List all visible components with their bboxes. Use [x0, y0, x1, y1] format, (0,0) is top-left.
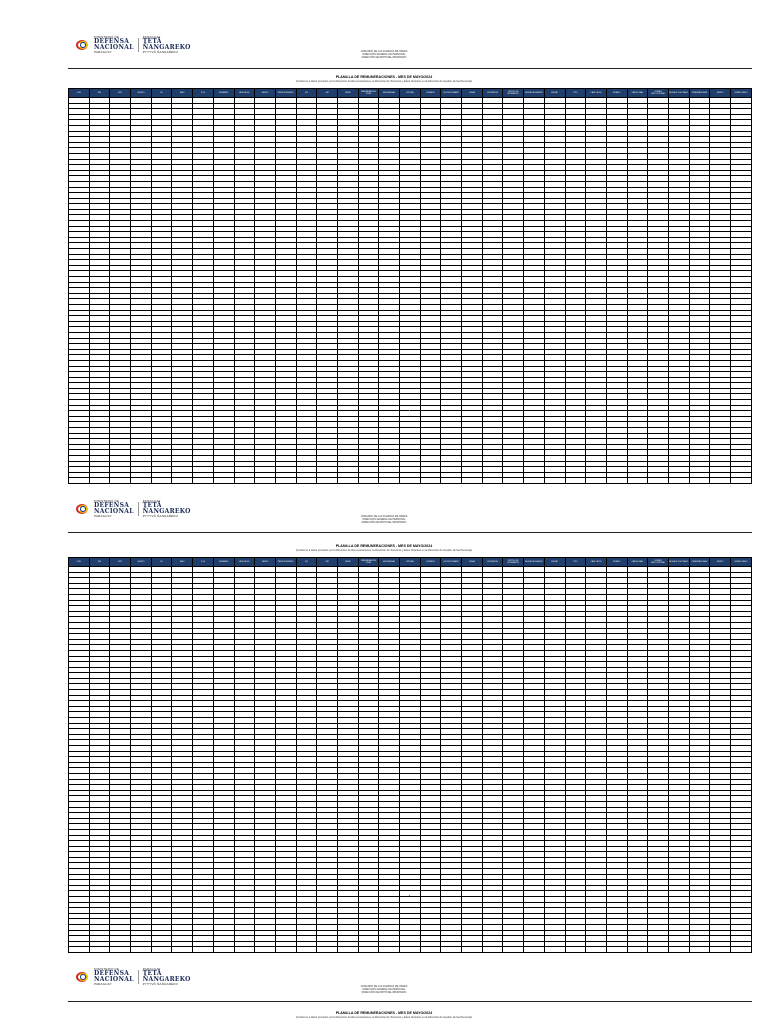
column-header: NOMBRES	[213, 558, 234, 567]
table-cell	[627, 947, 648, 953]
column-header: MONTO	[710, 89, 731, 98]
logo-line-1: DEFENSA	[94, 502, 130, 509]
column-header: REMUNERACION TOTAL	[358, 89, 379, 98]
table-cell	[151, 478, 172, 484]
logo-small-top: MINISTERIO DE	[94, 967, 120, 971]
logo-right-small: PARAGUAY	[142, 499, 161, 503]
table-cell	[317, 478, 338, 484]
logo-small-top: MINISTERIO DE	[94, 35, 120, 39]
table-cell	[69, 478, 90, 484]
table-cell	[172, 478, 193, 484]
table-cell	[441, 947, 462, 953]
logo-right-line-1: TETÃ	[142, 970, 162, 977]
column-header: PRESUPUESTADO	[275, 558, 296, 567]
institution-block	[0, 50, 768, 59]
table-cell	[586, 947, 607, 953]
table-cell	[358, 478, 379, 484]
logo-right-line-2: ÑANGAREKO	[142, 976, 191, 983]
column-header: C.I.N	[193, 89, 214, 98]
table-cell	[731, 947, 752, 953]
column-header: MOTIVO DE MOVIMIENTO	[503, 558, 524, 567]
table-cell	[172, 947, 193, 953]
column-header: MONTO	[710, 558, 731, 567]
page-marker	[409, 895, 410, 896]
logo-right-sub: PYTYVÕ ÑANGAREKO	[142, 982, 179, 986]
table-cell	[648, 478, 669, 484]
table-cell	[710, 947, 731, 953]
column-header: ORG	[69, 558, 90, 567]
column-header: OFICINA	[400, 558, 421, 567]
table-cell	[420, 478, 441, 484]
column-header: DISCAP.	[544, 558, 565, 567]
table-cell	[482, 947, 503, 953]
column-header: FECHA DE INGRESO	[524, 558, 545, 567]
institution-line: DIRECCIÓN GENERAL DE PERSONAL	[362, 518, 406, 521]
institution-line: DIRECCIÓN DE RRHH DEL MINISTERIO	[361, 56, 407, 59]
table-cell	[151, 947, 172, 953]
table-cell	[255, 947, 276, 953]
logo-small-top: MINISTERIO DE	[94, 499, 120, 503]
column-header: ESTADO PAGO	[731, 89, 752, 98]
logo-right-sub: PYTYVÕ ÑANGAREKO	[142, 50, 179, 54]
institution-line: COMANDO DE LAS FUERZAS MILITARES	[360, 515, 408, 518]
column-header: PERM	[337, 558, 358, 567]
table-cell	[234, 478, 255, 484]
logo-right-small: PARAGUAY	[142, 35, 161, 39]
table-cell	[255, 478, 276, 484]
column-header: C.I.N	[193, 558, 214, 567]
institution-line: DIRECCIÓN GENERAL DE PERSONAL	[362, 53, 406, 56]
column-header: OBJETO	[131, 89, 152, 98]
institution-line: DIRECCIÓN DE RRHH DEL MINISTERIO	[361, 521, 407, 524]
column-header: MOTIVO DE MOVIMIENTO	[503, 89, 524, 98]
table-cell	[524, 478, 545, 484]
logo-divider	[138, 502, 139, 516]
column-header: FF	[151, 558, 172, 567]
column-header: CAT	[317, 89, 338, 98]
table-cell	[234, 947, 255, 953]
table-cell	[110, 947, 131, 953]
column-header: FECHA DE INGRESO	[524, 89, 545, 98]
column-header: TIPO	[565, 89, 586, 98]
column-header: PLAZA	[462, 89, 483, 98]
table-row	[69, 478, 752, 484]
table-cell	[503, 947, 524, 953]
column-header: ES FUNCIONARIO	[441, 89, 462, 98]
column-header: ANIO	[172, 558, 193, 567]
table-cell	[668, 478, 689, 484]
table-cell	[379, 478, 400, 484]
column-header: PLAZA	[462, 558, 483, 567]
column-header: NIV	[89, 89, 110, 98]
institution-block	[0, 515, 768, 524]
logo-line-2: NACIONAL	[94, 976, 134, 983]
report-title: PLANILLA DE REMUNERACIONES - MES DE MAYO/2024	[335, 544, 433, 548]
table-cell	[462, 947, 483, 953]
table-cell	[606, 947, 627, 953]
table-cell	[544, 947, 565, 953]
column-header: ESTADO	[606, 89, 627, 98]
column-header: CANT. HIJOS	[586, 89, 607, 98]
table-cell	[627, 478, 648, 484]
table-header-row	[69, 558, 752, 567]
logo-right-line-2: ÑANGAREKO	[142, 508, 191, 515]
logo-right-line-1: TETÃ	[142, 502, 162, 509]
table-cell	[441, 478, 462, 484]
table-cell	[337, 478, 358, 484]
header-rule	[68, 68, 752, 69]
column-header: DIV	[296, 558, 317, 567]
column-header: ORG	[69, 89, 90, 98]
column-header: REMUNERACION TOTAL	[358, 558, 379, 567]
logo-line-2: NACIONAL	[94, 508, 134, 515]
ministry-seal-icon	[76, 503, 90, 515]
column-header: ANTIGÜEDAD	[379, 89, 400, 98]
column-header: ENT	[110, 89, 131, 98]
table-cell	[89, 478, 110, 484]
logo-country: PARAGUAY	[94, 514, 112, 518]
table-cell	[400, 947, 421, 953]
table-cell	[131, 478, 152, 484]
column-header: APELLIDOS	[234, 89, 255, 98]
table-cell	[213, 478, 234, 484]
report-subtitle: (Conforme a datos provistos por la Dirección de Remuneraciones, la Dirección de Tesorería y datos obrantes en la Dirección de Gestión de las Personas)	[295, 1016, 473, 1019]
column-header: TIPO	[565, 558, 586, 567]
table-header-row	[69, 89, 752, 98]
table-cell	[565, 478, 586, 484]
logo-country: PARAGUAY	[94, 982, 112, 986]
table-row	[69, 947, 752, 953]
ministry-logo	[76, 968, 191, 986]
table-cell	[275, 947, 296, 953]
column-header: PERM	[337, 89, 358, 98]
table-cell	[89, 947, 110, 953]
table-cell	[358, 947, 379, 953]
table-cell	[731, 478, 752, 484]
table-cell	[296, 478, 317, 484]
logo-right-sub: PYTYVÕ ÑANGAREKO	[142, 514, 179, 518]
table-cell	[69, 947, 90, 953]
table-cell	[193, 947, 214, 953]
table-cell	[668, 947, 689, 953]
column-header: HORARIO	[420, 89, 441, 98]
table-cell	[193, 478, 214, 484]
table-cell	[420, 947, 441, 953]
table-cell	[131, 947, 152, 953]
column-header: CORREO INSTITUCIONAL	[648, 558, 669, 567]
logo-line-2: NACIONAL	[94, 44, 134, 51]
report-title: PLANILLA DE REMUNERACIONES - MES DE MAYO/2024	[335, 75, 433, 79]
institution-line: COMANDO DE LAS FUERZAS MILITARES	[360, 985, 408, 988]
column-header: ANIO	[172, 89, 193, 98]
column-header: CORREO INSTITUCIONAL	[648, 89, 669, 98]
column-header: NOMBRES	[213, 89, 234, 98]
column-header: CARGO	[255, 558, 276, 567]
logo-right-small: PARAGUAY	[142, 967, 161, 971]
table-cell	[379, 947, 400, 953]
table-cell	[110, 478, 131, 484]
logo-right-line-1: TETÃ	[142, 38, 162, 45]
column-header: OBSERVACIONES	[689, 89, 710, 98]
header-rule	[68, 532, 752, 533]
column-header: PROFESION	[482, 89, 503, 98]
column-header: NIV	[89, 558, 110, 567]
table-cell	[565, 947, 586, 953]
payroll-table	[68, 557, 752, 953]
column-header: FF	[151, 89, 172, 98]
table-cell	[586, 478, 607, 484]
report-subtitle: (Conforme a datos provistos por la Dirección de Remuneraciones, la Dirección de Tesorería y datos obrantes en la Dirección de Gestión de las Personas)	[295, 80, 473, 83]
table-cell	[482, 478, 503, 484]
table-cell	[317, 947, 338, 953]
logo-divider	[138, 970, 139, 984]
table-cell	[275, 478, 296, 484]
header-rule	[68, 1001, 752, 1002]
table-cell	[606, 478, 627, 484]
table-cell	[503, 478, 524, 484]
column-header: ENT	[110, 558, 131, 567]
column-header: DIV	[296, 89, 317, 98]
column-header: ES FUNCIONARIO	[441, 558, 462, 567]
table-cell	[544, 478, 565, 484]
column-header: CARGO REAL	[627, 558, 648, 567]
column-header: CAT	[317, 558, 338, 567]
column-header: FECHA ULT. ACTUALIZ.	[668, 89, 689, 98]
page-marker	[409, 410, 410, 411]
column-header: ANTIGÜEDAD	[379, 558, 400, 567]
column-header: CANT. HIJOS	[586, 558, 607, 567]
report-title: PLANILLA DE REMUNERACIONES - MES DE MAYO/2024	[335, 1011, 433, 1015]
table-cell	[710, 478, 731, 484]
column-header: PRESUPUESTADO	[275, 89, 296, 98]
column-header: FECHA ULT. ACTUALIZ.	[668, 558, 689, 567]
logo-line-1: DEFENSA	[94, 970, 130, 977]
column-header: ESTADO	[606, 558, 627, 567]
logo-line-1: DEFENSA	[94, 38, 130, 45]
column-header: APELLIDOS	[234, 558, 255, 567]
column-header: CARGO REAL	[627, 89, 648, 98]
column-header: OBSERVACIONES	[689, 558, 710, 567]
table-cell	[689, 478, 710, 484]
column-header: CARGO	[255, 89, 276, 98]
column-header: OBJETO	[131, 558, 152, 567]
table-cell	[400, 478, 421, 484]
table-cell	[648, 947, 669, 953]
institution-line: COMANDO DE LAS FUERZAS MILITARES	[360, 50, 408, 53]
column-header: PROFESION	[482, 558, 503, 567]
column-header: ESTADO PAGO	[731, 558, 752, 567]
table-cell	[524, 947, 545, 953]
institution-line: DIRECCIÓN GENERAL DE PERSONAL	[362, 988, 406, 991]
table-cell	[296, 947, 317, 953]
table-cell	[337, 947, 358, 953]
table-cell	[689, 947, 710, 953]
logo-right-line-2: ÑANGAREKO	[142, 44, 191, 51]
report-subtitle: (Conforme a datos provistos por la Dirección de Remuneraciones, la Dirección de Tesorería y datos obrantes en la Dirección de Gestión de las Personas)	[295, 549, 473, 552]
table-cell	[462, 478, 483, 484]
column-header: HORARIO	[420, 558, 441, 567]
table-cell	[213, 947, 234, 953]
ministry-seal-icon	[76, 971, 90, 983]
payroll-table	[68, 88, 752, 484]
institution-line: DIRECCIÓN DE RRHH DEL MINISTERIO	[361, 991, 407, 994]
logo-country: PARAGUAY	[94, 50, 112, 54]
column-header: OFICINA	[400, 89, 421, 98]
column-header: DISCAP.	[544, 89, 565, 98]
